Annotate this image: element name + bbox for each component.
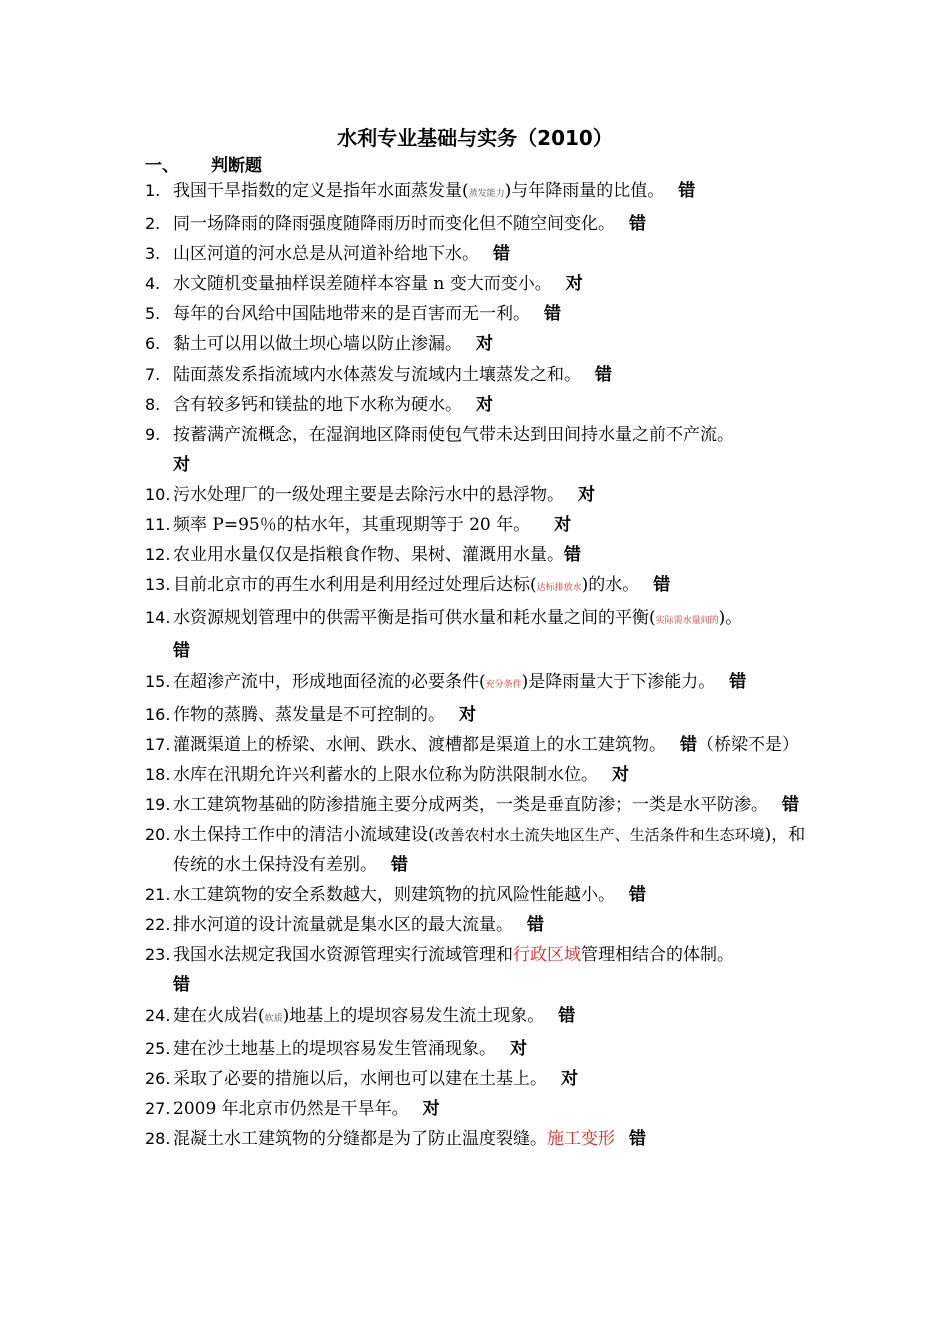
question-number: 9. [145, 424, 161, 444]
question-item [145, 329, 815, 359]
question-number: 22. [145, 915, 171, 935]
question-text: 含有较多钙和镁盐的地下水称为硬水。 [173, 394, 462, 415]
answer-mark: 错 [782, 794, 799, 815]
answer-mark: 对 [578, 484, 595, 505]
question-item [145, 360, 815, 390]
question-item [145, 1124, 815, 1154]
answer-mark: 对 [612, 764, 629, 785]
question-text: 作物的蒸腾、蒸发量是不可控制的。 [173, 704, 445, 725]
question-text: 我国水法规定我国水资源管理实行流域管理和 [173, 945, 513, 966]
question-item [145, 269, 815, 299]
question-text: 每年的台风给中国陆地带来的是百害而无一利。 [173, 304, 530, 325]
highlighted-text: 行政区域 [513, 945, 581, 966]
question-item [145, 176, 815, 209]
question-text: 水工建筑物的安全系数越大，则建筑物的抗风险性能越小。 [173, 885, 615, 906]
question-number: 3. [145, 244, 161, 264]
answer-mark: 对 [173, 454, 190, 475]
question-list [145, 176, 815, 1154]
question-number: 11. [145, 515, 171, 535]
question-number: 20. [145, 824, 171, 844]
question-text-cont: )。 [718, 608, 743, 629]
answer-mark: 对 [476, 394, 493, 415]
answer-mark: 错 [678, 181, 696, 201]
question-item [145, 790, 815, 820]
question-number: 12. [145, 545, 171, 565]
answer-mark: 错 [391, 855, 408, 876]
annotation-note: 蒸发能力 [468, 189, 505, 199]
question-text: 建在火成岩( [173, 1005, 265, 1026]
question-item [145, 910, 815, 940]
question-item [145, 603, 815, 666]
question-text-cont: )的水。 [581, 575, 640, 596]
answer-mark: 对 [476, 334, 493, 355]
question-text: 陆面蒸发系指流域内水体蒸发与流域内土壤蒸发之和。 [173, 364, 581, 385]
question-text: 水土保持工作中的清洁小流域建设( [173, 824, 435, 845]
annotation-note: 实际需水量间的 [655, 616, 719, 627]
question-number: 19. [145, 794, 171, 814]
question-number: 4. [145, 274, 161, 294]
question-number: 23. [145, 945, 171, 965]
answer-mark: 错 [173, 975, 190, 996]
question-number: 26. [145, 1068, 171, 1088]
answer-mark: 错 [680, 734, 697, 755]
annotation-note: 软质 [264, 1013, 283, 1024]
question-number: 15. [145, 671, 171, 691]
question-number: 25. [145, 1038, 171, 1058]
question-number: 24. [145, 1005, 171, 1025]
question-text: 频率 P=95％的枯水年，其重现期等于 20 年。 [173, 515, 531, 536]
question-text-cont: )，和传统的水土保持没有差别。 [173, 824, 806, 876]
highlighted-text: 施工变形 [547, 1128, 615, 1149]
question-text-cont: )地基上的堤坝容易发生流土现象。 [282, 1005, 545, 1026]
question-text: 水资源规划管理中的供需平衡是指可供水量和耗水量之间的平衡( [173, 608, 656, 629]
answer-mark: 错 [729, 671, 747, 692]
question-item [145, 239, 815, 269]
question-text: 同一场降雨的降雨强度随降雨历时而变化但不随空间变化。 [173, 214, 615, 235]
answer-mark: 错 [595, 364, 612, 385]
question-text: 2009 年北京市仍然是干旱年。 [173, 1098, 409, 1119]
question-item [145, 209, 815, 239]
answer-mark: 错 [629, 885, 646, 906]
section-label: 判断题 [211, 156, 262, 176]
question-item [145, 510, 815, 540]
answer-mark: 错 [173, 641, 190, 662]
question-number: 8. [145, 394, 161, 414]
question-text: 排水河道的设计流量就是集水区的最大流量。 [173, 915, 513, 936]
answer-mark: 对 [459, 704, 476, 725]
question-text: 水文随机变量抽样误差随样本容量 n 变大而变小。 [173, 274, 552, 295]
question-number: 28. [145, 1128, 171, 1148]
question-text: 农业用水量仅仅是指粮食作物、果树、灌溉用水量。 [173, 545, 564, 566]
question-number: 13. [145, 575, 171, 595]
question-item [145, 1034, 815, 1064]
answer-mark: 对 [422, 1098, 440, 1119]
answer-mark: 错 [629, 214, 646, 235]
question-item [145, 667, 815, 700]
question-item [145, 540, 815, 570]
question-item [145, 700, 815, 730]
question-text: 在超渗产流中，形成地面径流的必要条件( [173, 671, 486, 692]
answer-mark: 错 [493, 244, 510, 265]
question-text: 山区河道的河水总是从河道补给地下水。 [173, 244, 479, 265]
question-text-cont: 管理相结合的体制。 [581, 945, 734, 966]
question-text-cont: )与年降雨量的比值。 [504, 181, 665, 201]
question-number: 5. [145, 304, 161, 324]
answer-mark: 对 [561, 1068, 578, 1089]
question-item [145, 760, 815, 790]
question-item [145, 1001, 815, 1034]
question-number: 14. [145, 608, 171, 628]
question-text: 按蓄满产流概念，在湿润地区降雨使包气带未达到田间持水量之前不产流。 [173, 424, 734, 445]
answer-mark: 对 [554, 515, 572, 536]
question-item [145, 420, 815, 480]
question-number: 17. [145, 734, 171, 754]
question-text: 混凝土水工建筑物的分缝都是为了防止温度裂缝。 [173, 1128, 547, 1149]
answer-mark: 对 [510, 1038, 527, 1059]
answer-mark: 错 [629, 1128, 646, 1149]
question-text: 污水处理厂的一级处理主要是去除污水中的悬浮物。 [173, 484, 564, 505]
question-text: 黏土可以用以做土坝心墙以防止渗漏。 [173, 334, 462, 355]
answer-comment: （桥梁不是） [697, 734, 799, 755]
question-item [145, 299, 815, 329]
question-item [145, 940, 815, 1000]
question-item [145, 480, 815, 510]
question-text: 水工建筑物基础的防渗措施主要分成两类，一类是垂直防渗；一类是水平防渗。 [173, 794, 768, 815]
question-item [145, 390, 815, 420]
question-text: 灌溉渠道上的桥梁、水闸、跌水、渡槽都是渠道上的水工建筑物。 [173, 734, 666, 755]
question-number: 2. [145, 214, 161, 234]
annotation-note: 改善农村水土流失地区生产、生活条件和生态环境 [434, 825, 765, 844]
section-number: 一、 [145, 156, 179, 176]
answer-mark: 错 [558, 1005, 576, 1026]
answer-mark: 错 [653, 575, 671, 596]
question-text: 目前北京市的再生水利用是利用经过处理后达标( [173, 575, 537, 596]
question-number: 6. [145, 334, 161, 354]
question-number: 21. [145, 885, 171, 905]
question-text: 建在沙土地基上的堤坝容易发生管涌现象。 [173, 1038, 496, 1059]
question-item [145, 880, 815, 910]
annotation-note: 充分条件 [485, 679, 522, 690]
question-item [145, 570, 815, 603]
question-text: 我国干旱指数的定义是指年水面蒸发量( [173, 181, 469, 201]
answer-mark: 错 [544, 304, 561, 325]
question-number: 1. [145, 181, 161, 200]
question-item [145, 820, 815, 880]
question-text-cont: )是降雨量大于下渗能力。 [521, 671, 716, 692]
question-number: 27. [145, 1098, 171, 1118]
annotation-note: 达标排放水 [536, 583, 582, 594]
question-number: 10. [145, 484, 171, 504]
question-item [145, 1094, 815, 1124]
section-heading [145, 151, 262, 176]
answer-mark: 错 [564, 545, 581, 566]
question-number: 16. [145, 704, 171, 724]
question-number: 18. [145, 764, 171, 784]
question-number: 7. [145, 364, 161, 384]
document-title: 水利专业基础与实务（2010） [337, 126, 613, 150]
question-text: 水库在汛期允许兴利蓄水的上限水位称为防洪限制水位。 [173, 764, 598, 785]
question-item [145, 1064, 815, 1094]
answer-mark: 对 [565, 274, 583, 295]
question-text: 采取了必要的措施以后，水闸也可以建在土基上。 [173, 1068, 547, 1089]
question-item [145, 730, 815, 760]
answer-mark: 错 [527, 915, 544, 936]
